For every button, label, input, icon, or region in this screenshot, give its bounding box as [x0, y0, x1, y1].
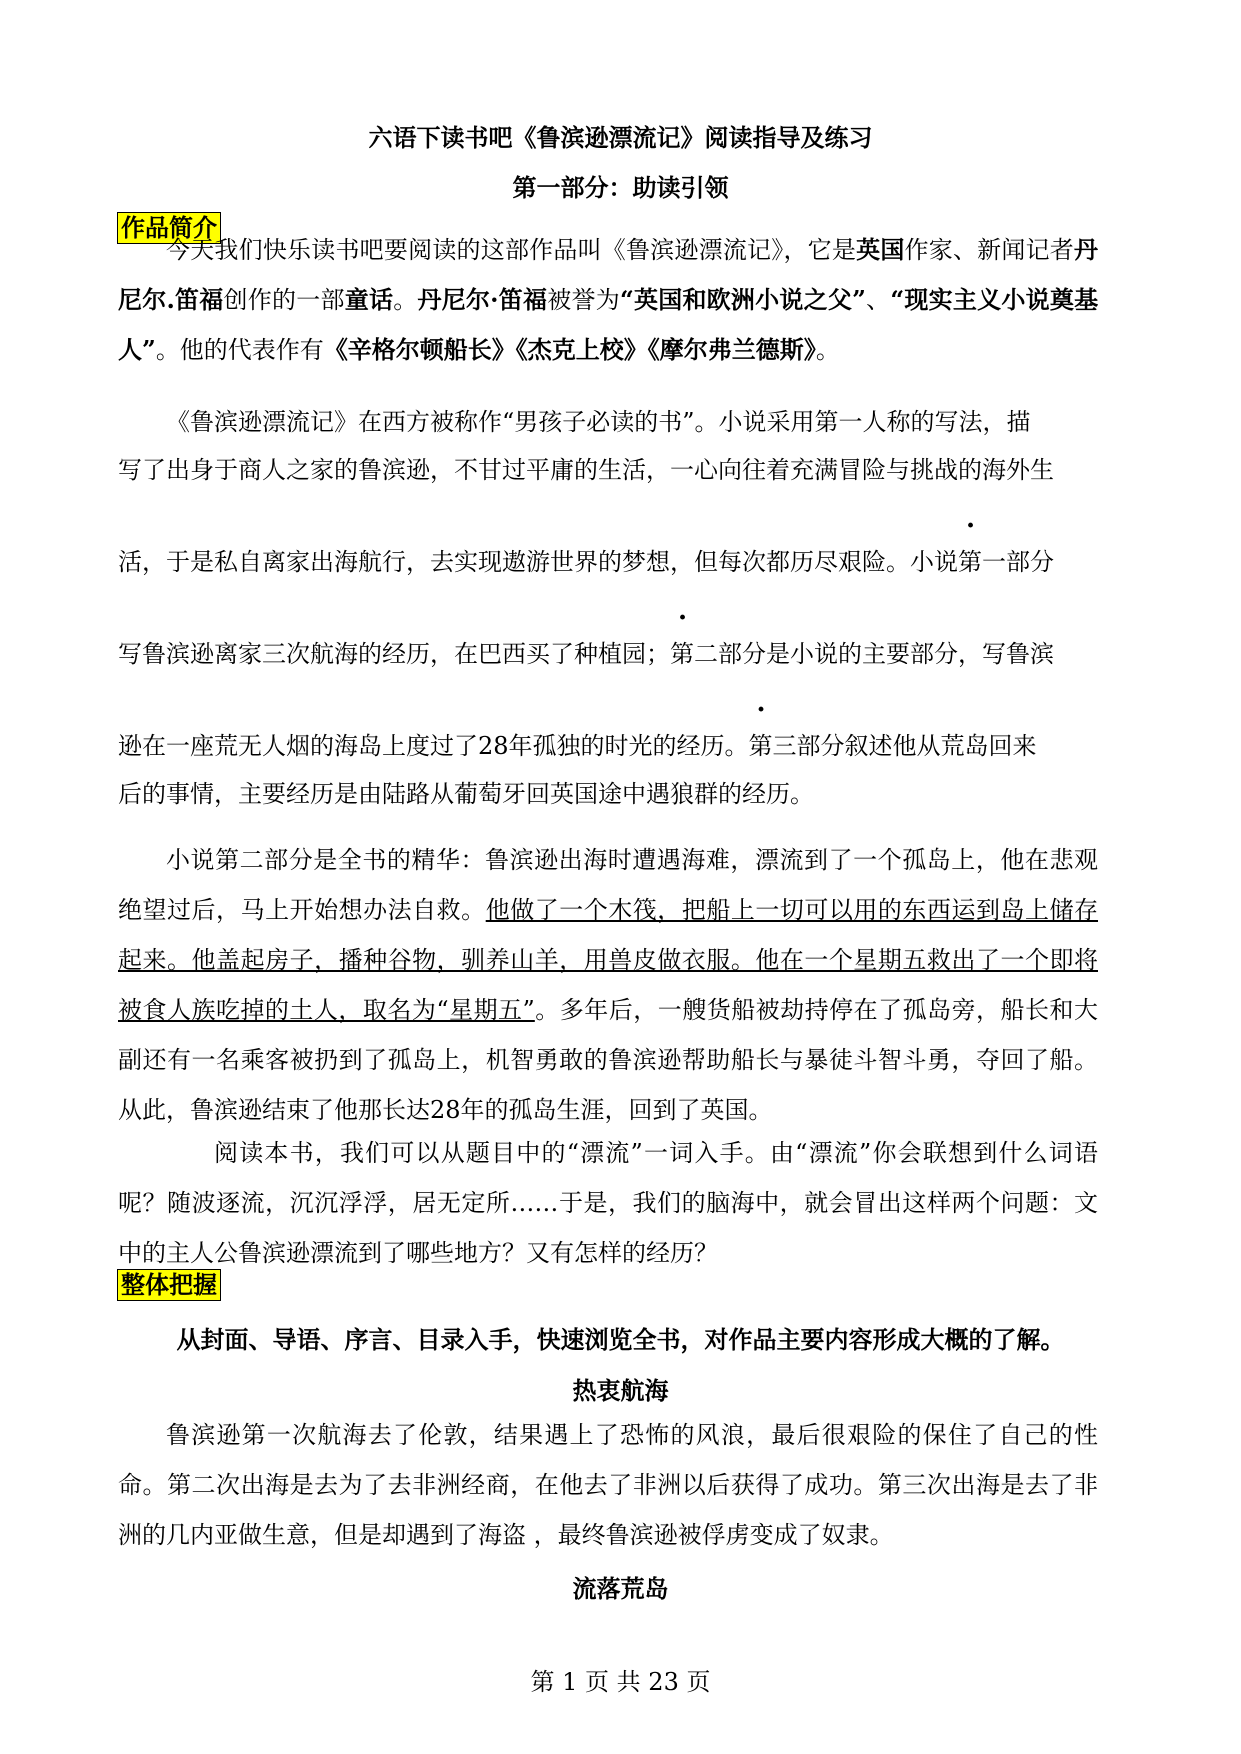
paragraph-reading-tip: 阅读本书，我们可以从题目中的“漂流”一词入手。由“漂流”你会联想到什么词语呢？随波逐流，沉沉浮浮，居无定所……于是，我们的脑海中，就会冒出这样两个问题：文中的主人公鲁滨逊漂流到了哪些地方？又有怎样的经历？ — [118, 1139, 1098, 1267]
overview-instruction: 从封面、导语、序言、目录入手，快速浏览全书，对作品主要内容形成大概的了解。 — [176, 1325, 1065, 1354]
heading-island: 流落荒岛 — [572, 1574, 669, 1603]
section-tag-overview: 整体把握 — [118, 1270, 220, 1300]
page-footer: 第 1 页 共 23 页 — [530, 1668, 711, 1696]
document-title: 六语下读书吧《鲁滨逊漂流记》阅读指导及练习 — [368, 123, 873, 152]
heading-voyages: 热衷航海 — [572, 1376, 669, 1405]
paragraph-intro: 今天我们快乐读书吧要阅读的这部作品叫《鲁滨逊漂流记》，它是英国作家、新闻记者丹尼尔.笛福创作的一部童话。丹尼尔·笛福被誉为“英国和欧洲小说之父”、“现实主义小说奠基人”。他的代表作有《辛格尔顿船长》《杰克上校》《摩尔弗兰德斯》。 — [118, 235, 1099, 364]
paragraph-voyages: 鲁滨逊第一次航海去了伦敦，结果遇上了恐怖的风浪，最后很艰险的保住了自己的性命。第二次出海是去为了去非洲经商，在他去了非洲以后获得了成功。第三次出海是去了非洲的几内亚做生意，但是却遇到了海盗 ，最终鲁滨逊被俘虏变成了奴隶。 — [118, 1421, 1098, 1549]
paragraph-essence: 小说第二部分是全书的精华：鲁滨逊出海时遭遇海难，漂流到了一个孤岛上，他在悲观绝望过后，马上开始想办法自救。他做了一个木筏，把船上一切可以用的东西运到岛上储存起来。他盖起房子，播种谷物，驯养山羊，用兽皮做衣服。他在一个星期五救出了一个即将被食人族吃掉的土人，取名为“星期五”。多年后，一艘货船被劫持停在了孤岛旁，船长和大副还有一名乘客被扔到了孤岛上，机智勇敢的鲁滨逊帮助船长与暴徒斗智斗勇，夺回了船。从此，鲁滨逊结束了他那长达28年的孤岛生涯，回到了英国。 — [118, 846, 1099, 1124]
section-tag-intro: 作品简介 — [118, 213, 220, 243]
part-subtitle: 第一部分：助读引领 — [512, 173, 729, 202]
paragraph-summary: 《鲁滨逊漂流记》在西方被称作“男孩子必读的书”。小说采用第一人称的写法，描 写了出身于商人之家的鲁滨逊，不甘过平庸的生活，一心向往着充满冒险与挑战的海外生 活，于是私自离家出海航行，去实现遨游世界的梦想，但每次都历尽艰险。小说第一部分 写鲁滨逊离家三次航海的经历，在巴西买了种植园；第二部分是小说的主要部分，写鲁滨 逊在一座荒无人烟的海岛上度过了28年孤独的时光的经历。第三部分叙述他从荒岛回来 后的事情，主要经历是由陆路从葡萄牙回英国途中遇狼群的经历。 — [118, 408, 1054, 808]
